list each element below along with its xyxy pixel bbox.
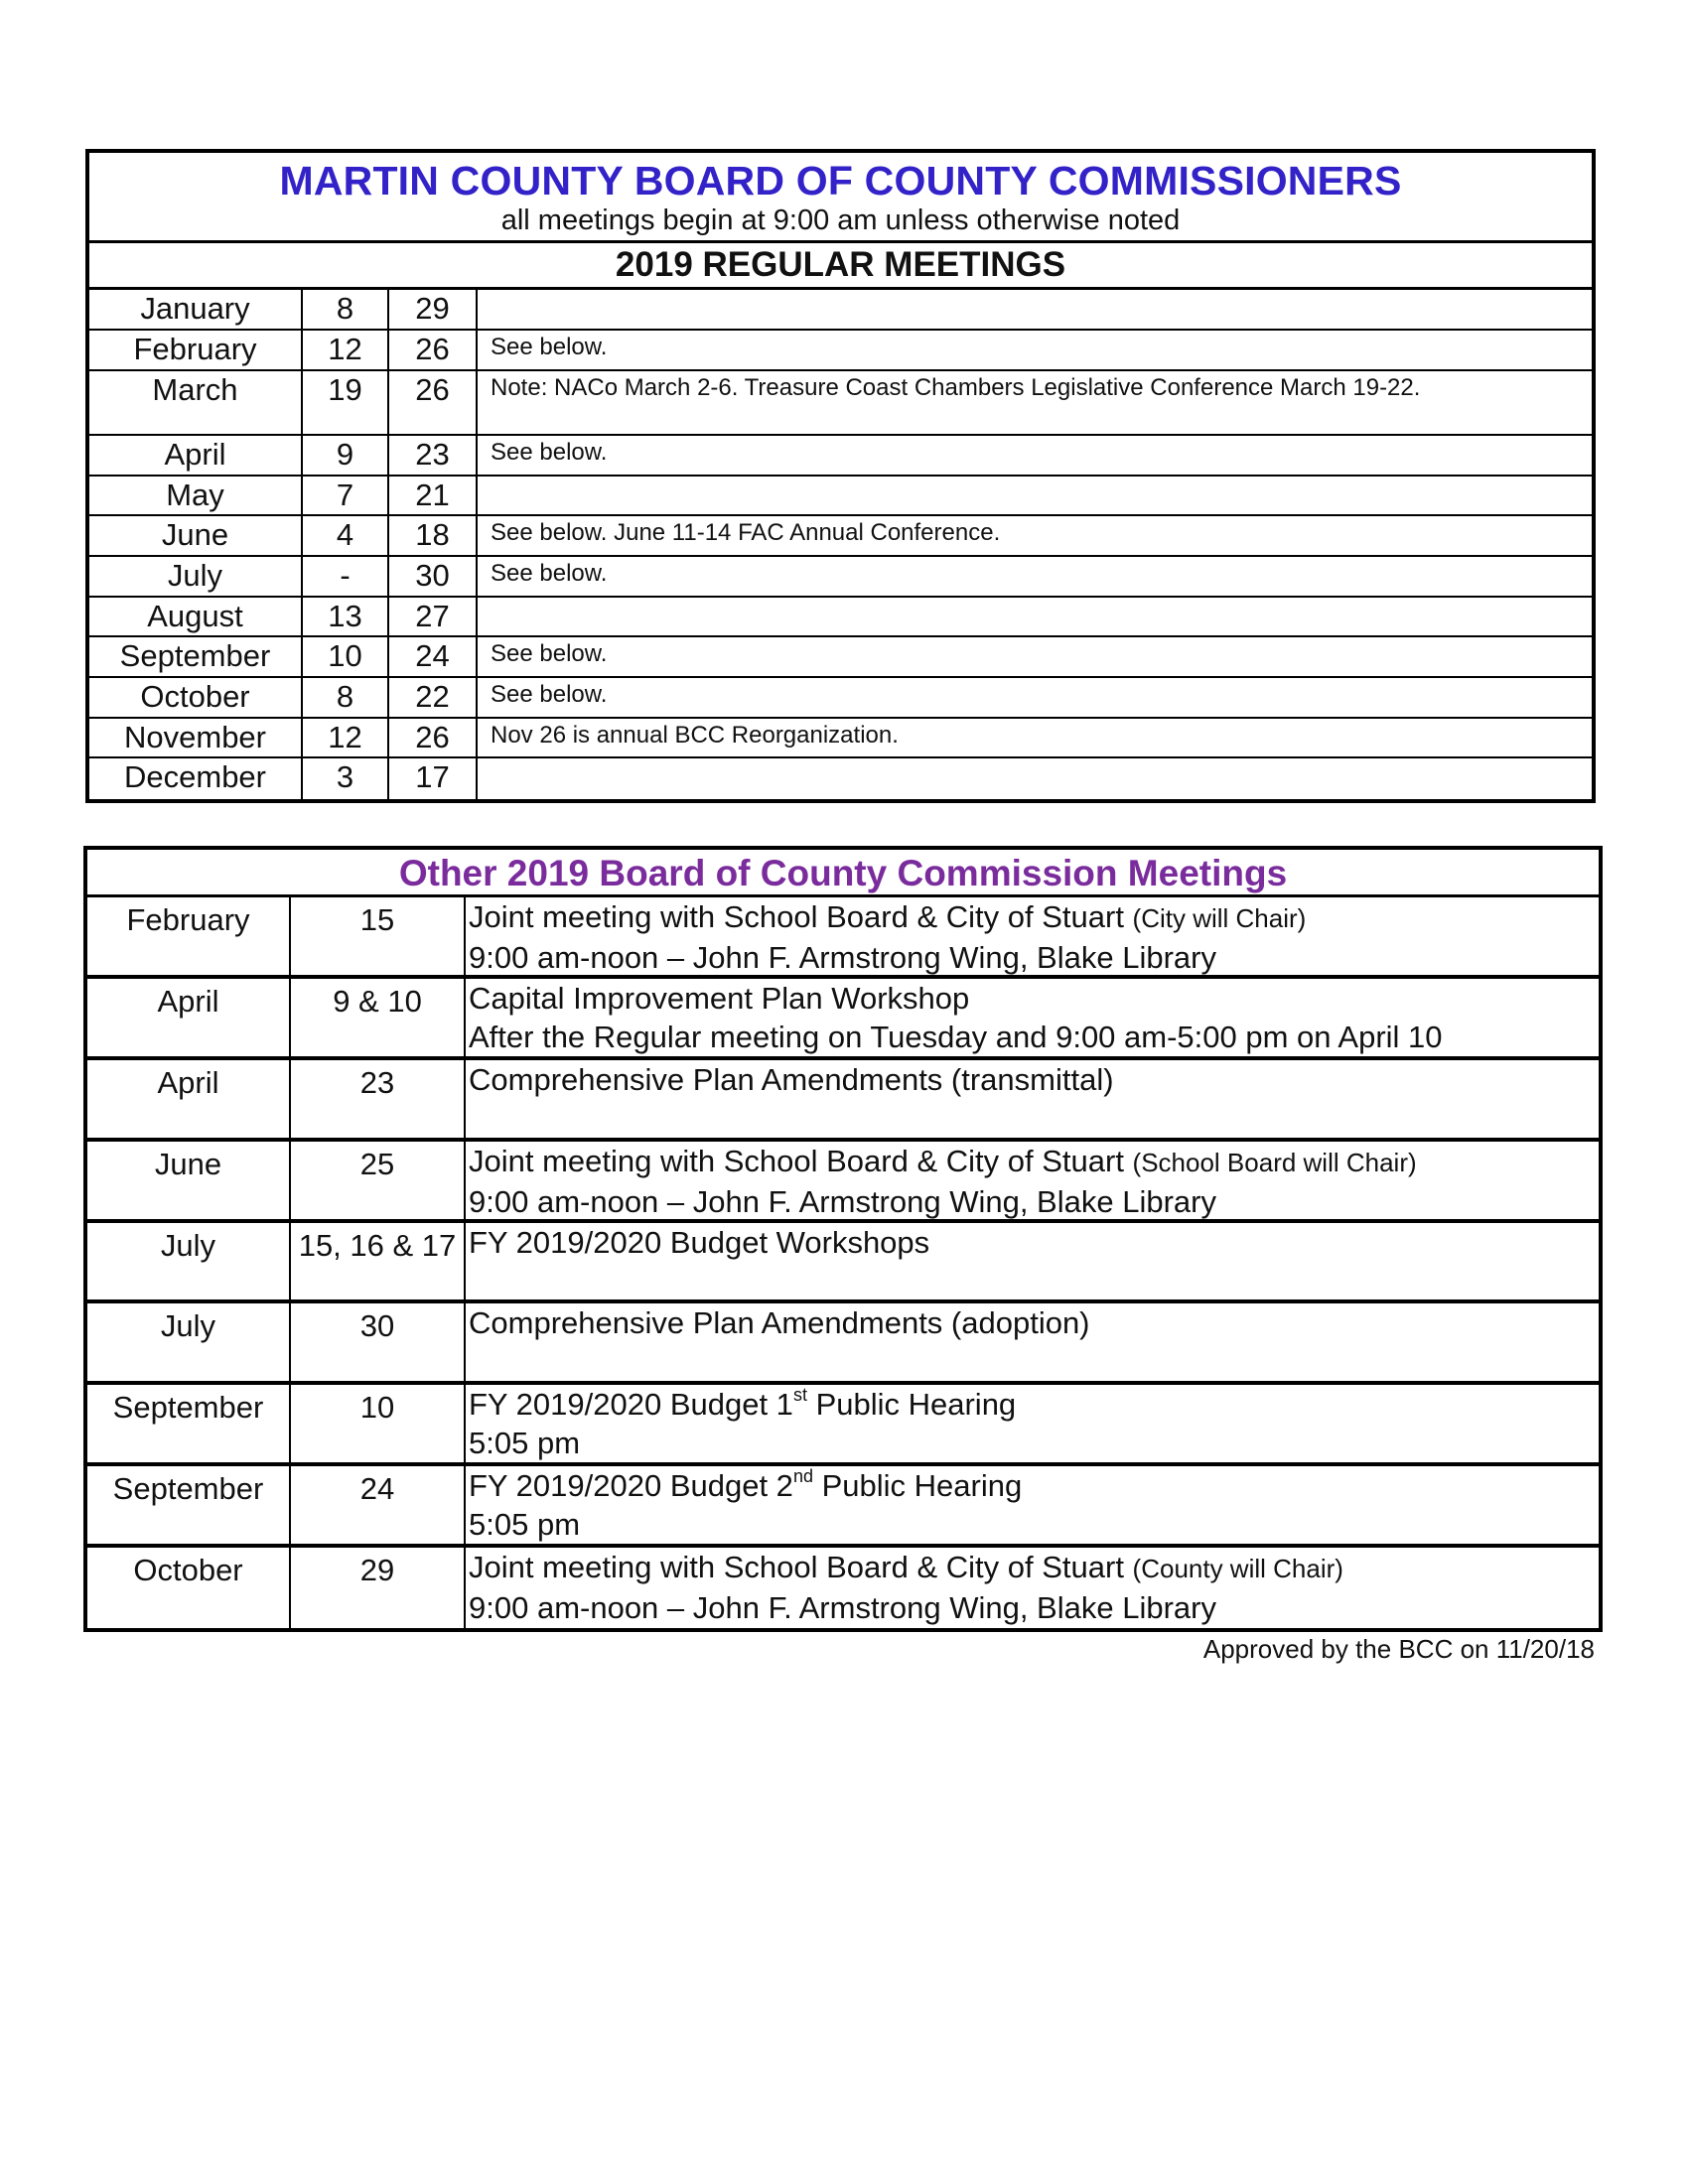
description-text: Comprehensive Plan Amendments (adoption) xyxy=(469,1305,1090,1340)
date-cell: 15 xyxy=(291,897,466,975)
month-cell: February xyxy=(87,897,291,975)
month-cell: May xyxy=(89,477,303,515)
date-cell: 25 xyxy=(291,1142,466,1219)
second-meeting-date: 26 xyxy=(389,331,478,369)
month-cell: July xyxy=(87,1223,291,1300)
approval-note: Approved by the BCC on 11/20/18 xyxy=(1202,1634,1595,1664)
time-line: 5:05 pm xyxy=(469,1425,581,1460)
table-row xyxy=(89,758,1592,799)
table-row xyxy=(87,1303,1599,1385)
date-cell: 23 xyxy=(291,1060,466,1138)
first-meeting-date: 4 xyxy=(303,516,389,555)
table-row xyxy=(89,719,1592,759)
table-row xyxy=(87,1385,1599,1466)
first-meeting-date: 13 xyxy=(303,598,389,636)
month-cell: November xyxy=(89,719,303,757)
first-meeting-date: 12 xyxy=(303,331,389,369)
table-row xyxy=(89,637,1592,678)
month-cell: June xyxy=(89,516,303,555)
description-line xyxy=(469,897,1599,938)
month-cell: June xyxy=(87,1142,291,1219)
date-cell: 10 xyxy=(291,1385,466,1462)
month-cell: September xyxy=(87,1385,291,1462)
note-cell: See below. xyxy=(491,640,608,668)
table-row xyxy=(89,436,1592,477)
month-cell: September xyxy=(89,637,303,676)
table-row xyxy=(87,1060,1599,1142)
ordinal-suffix: nd xyxy=(792,1466,813,1487)
month-cell: October xyxy=(87,1548,291,1628)
ordinal-suffix: st xyxy=(792,1385,807,1406)
second-meeting-date: 22 xyxy=(389,678,478,717)
table-row xyxy=(89,331,1592,371)
table-row xyxy=(89,678,1592,719)
description-cell xyxy=(466,1548,1599,1628)
description-cell xyxy=(466,1060,1599,1138)
description-cell xyxy=(466,897,1599,975)
second-meeting-date: 21 xyxy=(389,477,478,515)
note-cell: See below. xyxy=(491,333,608,360)
month-cell: April xyxy=(89,436,303,475)
location-line: 9:00 am-noon – John F. Armstrong Wing, Blake Library xyxy=(469,1183,1216,1219)
description-line xyxy=(469,1466,1599,1505)
description-text: FY 2019/2020 Budget 1 xyxy=(469,1386,793,1422)
table-row xyxy=(89,477,1592,517)
month-cell: February xyxy=(89,331,303,369)
table-row xyxy=(87,1466,1599,1548)
table-row xyxy=(89,516,1592,557)
description-text: FY 2019/2020 Budget 2 xyxy=(469,1467,793,1503)
description-line xyxy=(469,1548,1599,1588)
note-cell: See below. xyxy=(491,681,608,709)
month-cell: October xyxy=(89,678,303,717)
description-text: Comprehensive Plan Amendments (transmittal) xyxy=(469,1062,1114,1097)
note-cell xyxy=(478,290,1592,329)
first-meeting-date: 8 xyxy=(303,290,389,329)
table-row xyxy=(87,979,1599,1060)
date-cell: 9 & 10 xyxy=(291,979,466,1056)
chair-note: (County will Chair) xyxy=(1132,1553,1343,1583)
table-row xyxy=(87,1548,1599,1628)
note-cell: See below. June 11-14 FAC Annual Conference. xyxy=(491,519,1001,547)
table-row xyxy=(89,598,1592,638)
section-title: 2019 REGULAR MEETINGS xyxy=(89,243,1592,290)
description-text: Joint meeting with School Board & City of Stuart xyxy=(469,1143,1133,1178)
description-text: Capital Improvement Plan Workshop xyxy=(469,981,970,1016)
second-meeting-date: 17 xyxy=(389,758,478,799)
first-meeting-date: 19 xyxy=(303,371,389,434)
month-cell: April xyxy=(87,979,291,1056)
date-cell: 30 xyxy=(291,1303,466,1381)
description-text: FY 2019/2020 Budget Workshops xyxy=(469,1224,930,1260)
regular-meetings-table xyxy=(85,149,1596,803)
note-cell: Nov 26 is annual BCC Reorganization. xyxy=(491,721,899,749)
first-meeting-date: 3 xyxy=(303,758,389,799)
description-cell xyxy=(466,1142,1599,1219)
date-cell: 29 xyxy=(291,1548,466,1628)
note-cell xyxy=(478,477,1592,515)
second-meeting-date: 29 xyxy=(389,290,478,329)
second-meeting-date: 26 xyxy=(389,371,478,434)
month-cell: August xyxy=(89,598,303,636)
table-row xyxy=(87,1223,1599,1304)
month-cell: April xyxy=(87,1060,291,1138)
description-text-end: Public Hearing xyxy=(812,1467,1023,1503)
table-row xyxy=(89,557,1592,598)
description-text: Joint meeting with School Board & City of Stuart xyxy=(469,1549,1133,1584)
month-cell: July xyxy=(87,1303,291,1381)
second-meeting-date: 30 xyxy=(389,557,478,596)
second-meeting-date: 26 xyxy=(389,719,478,757)
date-cell: 15, 16 & 17 xyxy=(291,1223,466,1300)
description-text-end: Public Hearing xyxy=(806,1386,1017,1422)
month-cell: January xyxy=(89,290,303,329)
location-line: 9:00 am-noon – John F. Armstrong Wing, Blake Library xyxy=(469,940,1216,975)
table-row xyxy=(89,290,1592,331)
chair-note: (School Board will Chair) xyxy=(1132,1147,1417,1177)
first-meeting-date: 9 xyxy=(303,436,389,475)
month-cell: September xyxy=(87,1466,291,1544)
second-meeting-date: 24 xyxy=(389,637,478,676)
date-cell: 24 xyxy=(291,1466,466,1544)
month-cell: March xyxy=(89,371,303,434)
description-cell xyxy=(466,1223,1599,1300)
description-line xyxy=(469,1142,1599,1182)
other-meetings-table xyxy=(83,846,1603,1632)
description-line xyxy=(469,1385,1599,1424)
time-line: After the Regular meeting on Tuesday and 9:00 am-5:00 pm on April 10 xyxy=(469,1020,1443,1054)
table-header xyxy=(89,153,1592,243)
second-meeting-date: 18 xyxy=(389,516,478,555)
org-title: MARTIN COUNTY BOARD OF COUNTY COMMISSIONERS xyxy=(279,158,1402,204)
meeting-time-note: all meetings begin at 9:00 am unless otherwise noted xyxy=(500,205,1181,236)
note-cell: See below. xyxy=(491,560,608,588)
time-line: 5:05 pm xyxy=(469,1506,581,1542)
first-meeting-date: 7 xyxy=(303,477,389,515)
note-cell xyxy=(478,758,1592,799)
description-cell xyxy=(466,979,1599,1056)
table-row xyxy=(87,1142,1599,1223)
table-row xyxy=(89,371,1592,436)
first-meeting-date: 10 xyxy=(303,637,389,676)
chair-note: (City will Chair) xyxy=(1132,903,1307,933)
other-meetings-title: Other 2019 Board of County Commission Meetings xyxy=(87,850,1599,897)
note-cell: Note: NACo March 2-6. Treasure Coast Chambers Legislative Conference March 19-22. xyxy=(491,373,1421,401)
first-meeting-date: 8 xyxy=(303,678,389,717)
location-line: 9:00 am-noon – John F. Armstrong Wing, Blake Library xyxy=(469,1589,1216,1625)
first-meeting-date: 12 xyxy=(303,719,389,757)
description-text: Joint meeting with School Board & City of Stuart xyxy=(469,899,1133,934)
second-meeting-date: 23 xyxy=(389,436,478,475)
second-meeting-date: 27 xyxy=(389,598,478,636)
note-cell xyxy=(478,598,1592,636)
note-cell: See below. xyxy=(491,439,608,467)
description-cell xyxy=(466,1466,1599,1544)
description-cell xyxy=(466,1385,1599,1462)
month-cell: December xyxy=(89,758,303,799)
month-cell: July xyxy=(89,557,303,596)
first-meeting-date: - xyxy=(303,557,389,596)
table-row xyxy=(87,897,1599,979)
description-cell xyxy=(466,1303,1599,1381)
